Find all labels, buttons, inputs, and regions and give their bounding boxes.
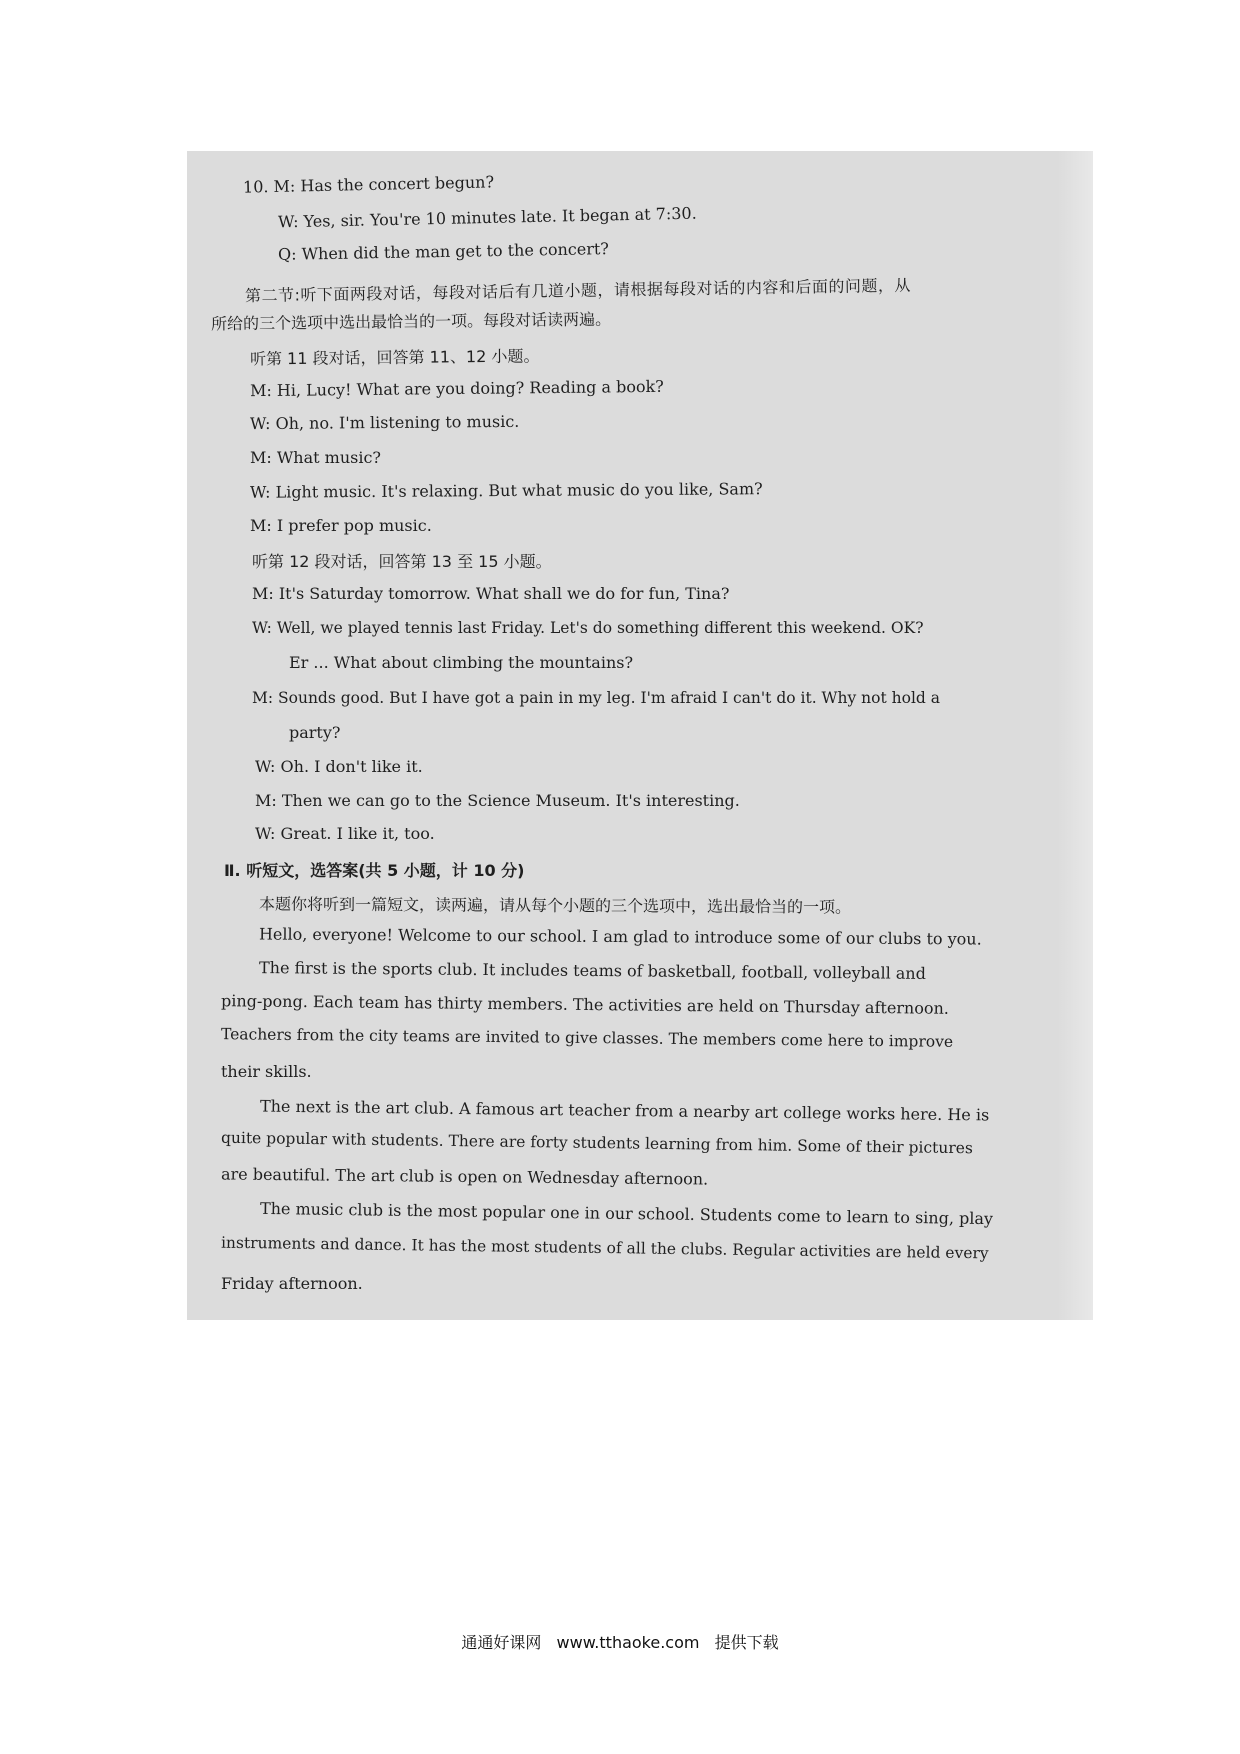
dialogue-line: M: Hi, Lucy! What are you doing? Reading a book? [249, 376, 664, 401]
section-instruction: 本题你将听到一篇短文，读两遍，请从每个小题的三个选项中，选出最恰当的一项。 [258, 894, 852, 917]
dialogue-line: W: Well, we played tennis last Friday. Let's do something different this weekend. OK? [252, 619, 924, 637]
footer-url: www.tthaoke.com [556, 1633, 700, 1652]
dialogue-line: M: What music? [250, 448, 382, 467]
passage-line: ping-pong. Each team has thirty members. The activities are held on Thursday afternoon. [220, 991, 950, 1018]
section-instruction: 第二节:听下面两段对话，每段对话后有几道小题，请根据每段对话的内容和后面的问题，从 [244, 275, 912, 306]
dialogue-line: M: Sounds good. But I have got a pain in my leg. I'm afraid I can't do it. Why not hold a [252, 689, 940, 707]
section-heading: Ⅱ. 听短文，选答案(共 5 小题，计 10 分) [224, 861, 525, 880]
dialogue-line: party? [289, 723, 341, 742]
dialogue-line: W: Yes, sir. You're 10 minutes late. It began at 7:30. [277, 203, 697, 232]
footer-suffix: 提供下载 [714, 1633, 779, 1652]
passage-line: are beautiful. The art club is open on Wednesday afternoon. [220, 1164, 709, 1189]
passage-line: quite popular with students. There are forty students learning from him. Some of their pictures [220, 1128, 973, 1158]
passage-line: The first is the sports club. It includes teams of basketball, football, volleyball and [258, 958, 926, 983]
dialogue-line: W: Great. I like it, too. [255, 824, 435, 843]
dialogue-line: 10. M: Has the concert begun? [242, 172, 495, 197]
passage-line: their skills. [221, 1062, 312, 1081]
footer-site-name: 通通好课网 [461, 1633, 542, 1652]
dialogue-line: W: Light music. It's relaxing. But what music do you like, Sam? [249, 479, 763, 502]
passage-line: Friday afternoon. [221, 1274, 363, 1293]
dialogue-heading: 听第 12 段对话，回答第 13 至 15 小题。 [252, 552, 552, 571]
dialogue-line: W: Oh, no. I'm listening to music. [249, 411, 520, 434]
passage-line: instruments and dance. It has the most students of all the clubs. Regular activities are held every [220, 1233, 989, 1263]
scanned-page-photo [187, 151, 1093, 1320]
page-content [187, 151, 1093, 1320]
passage-line: The next is the art club. A famous art teacher from a nearby art college works here. He is [259, 1096, 990, 1125]
page-footer [0, 1630, 1240, 1653]
dialogue-line: Er ... What about climbing the mountains? [289, 653, 634, 672]
passage-line: The music club is the most popular one in our school. Students come to learn to sing, play [259, 1198, 994, 1229]
dialogue-line: Q: When did the man get to the concert? [277, 239, 610, 264]
dialogue-heading: 听第 11 段对话，回答第 11、12 小题。 [249, 346, 540, 369]
passage-line: Teachers from the city teams are invited to give classes. The members come here to improve [220, 1025, 954, 1051]
dialogue-line: M: It's Saturday tomorrow. What shall we do for fun, Tina? [252, 584, 730, 603]
dialogue-line: M: I prefer pop music. [250, 516, 432, 535]
dialogue-line: W: Oh. I don't like it. [255, 757, 423, 776]
passage-line: Hello, everyone! Welcome to our school. I am glad to introduce some of our clubs to you. [258, 924, 982, 949]
dialogue-line: M: Then we can go to the Science Museum. It's interesting. [255, 791, 740, 810]
section-instruction: 所给的三个选项中选出最恰当的一项。每段对话读两遍。 [210, 309, 612, 334]
